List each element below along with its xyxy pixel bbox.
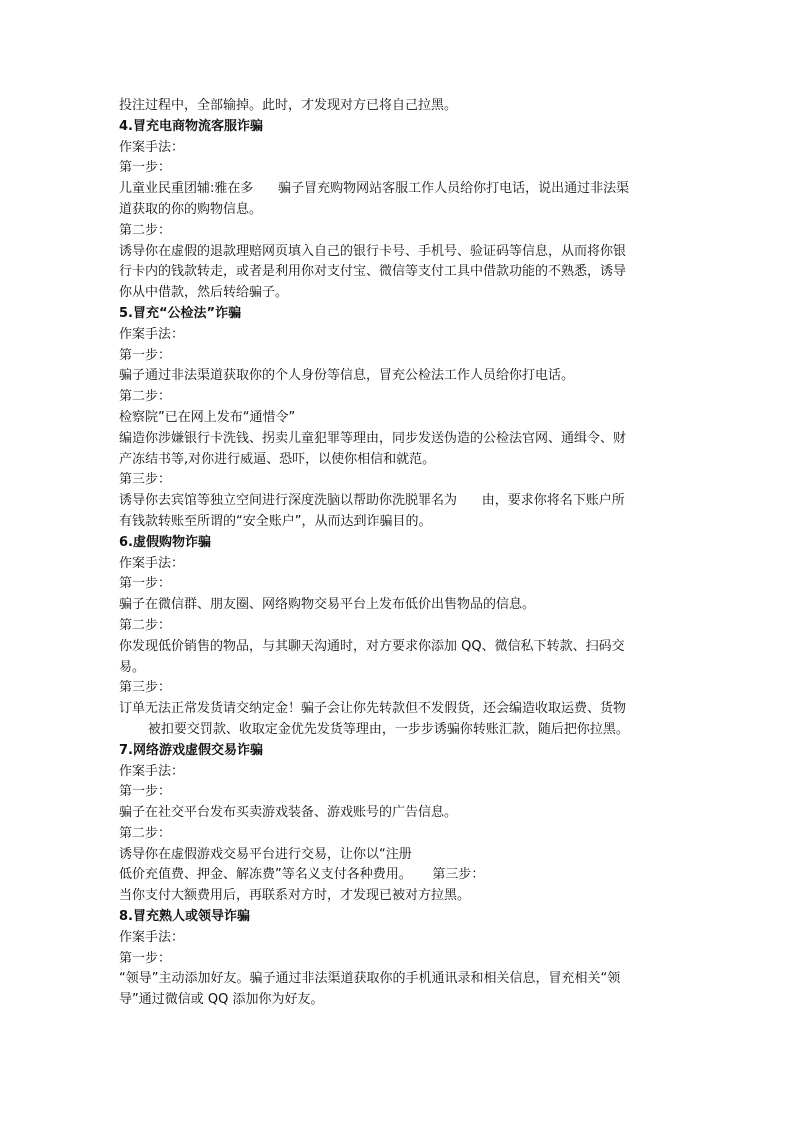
body-line: 低价充值费、押金、解冻费”等名义支付各种费用。 第三步： — [119, 867, 485, 883]
body-line: 道获取的你的购物信息。 — [119, 201, 263, 217]
body-line: 第二步： — [119, 222, 172, 238]
section-heading: 4.冒充电商物流客服诈骗 — [119, 118, 263, 134]
section-heading: 6.虚假购物诈骗 — [119, 534, 211, 550]
body-line: 有钱款转账至所谓的“安全账户”，从而达到诈骗目的。 — [119, 513, 432, 529]
body-line: 投注过程中，全部输掉。此时，才发现对方已将自己拉黑。 — [119, 98, 458, 113]
body-line: 导”通过微信或 QQ 添加你为好友。 — [119, 992, 324, 1008]
body-line: 骗子在社交平台发布买卖游戏装备、游戏账号的广告信息。 — [119, 805, 458, 821]
body-line: 诱导你在虚假游戏交易平台进行交易，让你以“注册 — [119, 846, 412, 862]
body-line: 骗子通过非法渠道获取你的个人身份等信息，冒充公检法工作人员给你打电话。 — [119, 368, 575, 384]
body-line: 骗子在微信群、朋友圈、网络购物交易平台上发布低价出售物品的信息。 — [119, 597, 536, 613]
body-line: 第一步： — [119, 160, 172, 176]
body-line: 被扣要交罚款、收取定金优先发货等理由，一步步诱骗你转账汇款，随后把你拉黑。 — [119, 721, 629, 737]
body-line: 第一步： — [119, 576, 172, 592]
body-line: 作案手法： — [119, 555, 185, 571]
body-line: 作案手法： — [119, 326, 185, 342]
body-line: 你从中借款，然后转给骗子。 — [119, 285, 289, 301]
body-line: 订单无法正常发货请交纳定金！骗子会让你先转款但不发假货，还会编造收取运费、货物 — [119, 701, 627, 717]
section-heading: 5.冒充“公检法”诈骗 — [119, 305, 242, 321]
body-line: 第二步： — [119, 617, 172, 633]
document-page — [119, 96, 679, 1011]
body-line: 第三步： — [119, 680, 172, 696]
body-line: 作案手法： — [119, 139, 185, 155]
body-line: 第一步： — [119, 784, 172, 800]
body-line: 第二步： — [119, 825, 172, 841]
body-line: 第二步： — [119, 389, 172, 405]
body-line: 行卡内的钱款转走，或者是利用你对支付宝、微信等支付工具中借款功能的不熟悉，诱导 — [119, 264, 627, 280]
body-line: 产冻结书等,对你进行威逼、恐吓，以使你相信和就范。 — [119, 451, 436, 467]
body-line: 第三步： — [119, 472, 172, 488]
body-line: 诱导你去宾馆等独立空间进行深度洗脑以帮助你洗脱罪名为 由，要求你将名下账户所 — [119, 493, 625, 509]
body-line: 你发现低价销售的物品，与其聊天沟通时，对方要求你添加 QQ、微信私下转款、扫码交 — [119, 638, 625, 654]
body-line: 作案手法： — [119, 763, 185, 779]
body-line: 第一步： — [119, 950, 172, 966]
section-heading: 8.冒充熟人或领导诈骗 — [119, 909, 250, 925]
body-line: 检察院”已在网上发布“通惜令” — [119, 409, 296, 425]
body-line: 诱导你在虚假的退款理赔网页填入自己的银行卡号、手机号、验证码等信息，从而将你银 — [119, 243, 627, 259]
body-line: 易。 — [119, 659, 146, 675]
body-line: 当你支付大额费用后，再联系对方时，才发现已被对方拉黑。 — [119, 888, 471, 904]
body-line: 儿童业民重团辅:雅在多 骗子冒充购物网站客服工作人员给你打电话，说出通过非法渠 — [119, 181, 630, 197]
body-line: 第一步： — [119, 347, 172, 363]
body-line: 编造你涉嫌银行卡洗钱、拐卖儿童犯罪等理由，同步发送伪造的公检法官网、通缉令、财 — [119, 430, 627, 446]
body-line: 作案手法： — [119, 929, 185, 945]
body-line: “领导”主动添加好友。骗子通过非法渠道获取你的手机通讯录和相关信息，冒充相关“领 — [119, 971, 621, 987]
section-heading: 7.网络游戏虚假交易诈骗 — [119, 742, 263, 758]
